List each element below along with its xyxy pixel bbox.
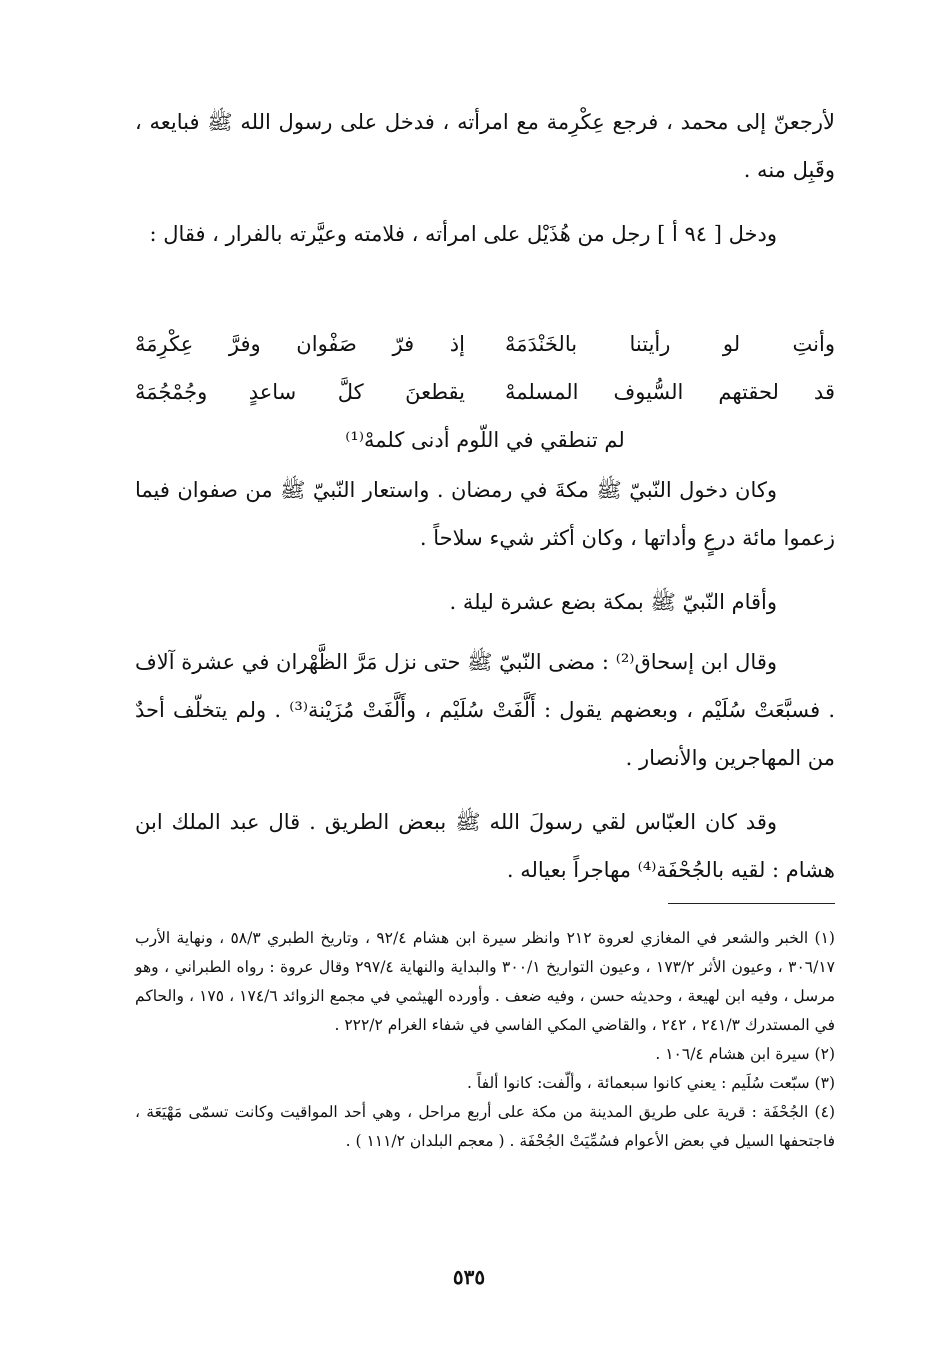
footnotes bbox=[135, 924, 835, 1156]
paragraph-5-text: وقال ابن إسحاق⁽²⁾ : مضى النّبيّ ﷺ حتى نزل مَرَّ الظَّهْران في عشرة آلاف . فسبَّعَتْ سُلَيْم ، وبعضهم يقول : أَلَّفَتْ سُلَيْم ، وأَلَّفَتْ مُزَيْنة⁽³⁾ . ولم يتخلّف أحدٌ من المهاجرين والأنصار . bbox=[135, 650, 835, 770]
page-number: ٥٣٥ bbox=[452, 1265, 486, 1289]
paragraph-5 bbox=[135, 638, 835, 782]
footnote-4: (٤) الجُحْفَة : قرية على طريق المدينة من مكة على أربع مراحل ، وهي أحد المواقيت وكانت تسمّى مَهْيَعَة ، فاجتحفها السيل في بعض الأعوام فسُمِّيَتْ الجُحْفَة . ( معجم البلدان ١١١/٢ ) . bbox=[135, 1103, 835, 1150]
paragraph-2-text: ودخل [ ٩٤ أ ] رجل من هُذَيْل على امرأته ، فلامته وعيَّرته بالفرار ، فقال : bbox=[149, 222, 777, 246]
paragraph-3-text: وكان دخول النّبيّ ﷺ مكةَ في رمضان . واستعار النّبيّ ﷺ من صفوان فيما زعموا مائة درعٍ وأداتها ، وكان أكثر شيء سلاحاً . bbox=[135, 478, 835, 550]
footnote-1: (١) الخبر والشعر في المغازي لعروة ٢١٢ وانظر سيرة ابن هشام ٩٢/٤ ، وتاريخ الطبري ٥٨/٣ ، ونهاية الأرب ٣٠٦/١٧ ، وعيون الأثر ١٧٣/٢ ، وعيون التواريخ ٣٠٠/١ والبداية والنهاية ٢٩٧/٤ وقال عروة : رواه الطبراني ، وهو مرسل ، وفيه ابن لهيعة ، وحديثه حسن ، وفيه ضعف . وأورده الهيثمي في مجمع الزوائد ١٧٤/٦ ، ١٧٥ ، والحاكم في المستدرك ٢٤١/٣ ، ٢٤٢ ، والقاضي المكي الفاسي في شفاء الغرام ٢٢٢/٢ . bbox=[135, 929, 835, 1034]
paragraph-4-text: وأقام النّبيّ ﷺ بمكة بضع عشرة ليلة . bbox=[449, 590, 777, 614]
paragraph-6 bbox=[135, 798, 835, 894]
verse-2-first-hemistich: قد لحقتهم السُّيوف المسلمهْ bbox=[505, 380, 835, 404]
verse-2-second-hemistich: يقطعنَ كلَّ ساعدٍ وجُمْجُمَهْ bbox=[135, 380, 465, 404]
paragraph-4 bbox=[135, 578, 835, 626]
footnote-2: (٢) سيرة ابن هشام ١٠٦/٤ . bbox=[655, 1045, 835, 1063]
paragraph-1 bbox=[135, 98, 835, 194]
verse-1-second-hemistich: إذ فرّ صَفْوان وفرَّ عِكْرِمَهْ bbox=[135, 332, 465, 356]
paragraph-6-text: وقد كان العبّاس لقي رسولَ الله ﷺ ببعض الطريق . قال عبد الملك ابن هشام : لقيه بالجُحْفَة⁽⁴⁾ مهاجراً بعياله . bbox=[135, 810, 835, 882]
poem-verse-3: لم تنطقي في اللّوم أدنى كلمهْ⁽¹⁾ bbox=[345, 428, 625, 452]
paragraph-1-text: لأرجعنّ إلى محمد ، فرجع عِكْرِمة مع امرأته ، فدخل على رسول الله ﷺ فبايعه ، وقَبِل منه . bbox=[135, 110, 835, 182]
poem bbox=[135, 320, 835, 464]
footnote-3: (٣) سبّعت سُلَيم : يعني كانوا سبعمائة ، وألّفت: كانوا ألفاً . bbox=[467, 1074, 835, 1092]
poem-verse-1 bbox=[135, 320, 835, 368]
paragraph-3 bbox=[135, 466, 835, 562]
footnote-divider bbox=[668, 903, 835, 904]
paragraph-2 bbox=[135, 210, 835, 258]
verse-1-first-hemistich: وأنتِ لو رأيتنا بالخَنْدَمَهْ bbox=[505, 332, 835, 356]
poem-verse-2 bbox=[135, 368, 835, 416]
